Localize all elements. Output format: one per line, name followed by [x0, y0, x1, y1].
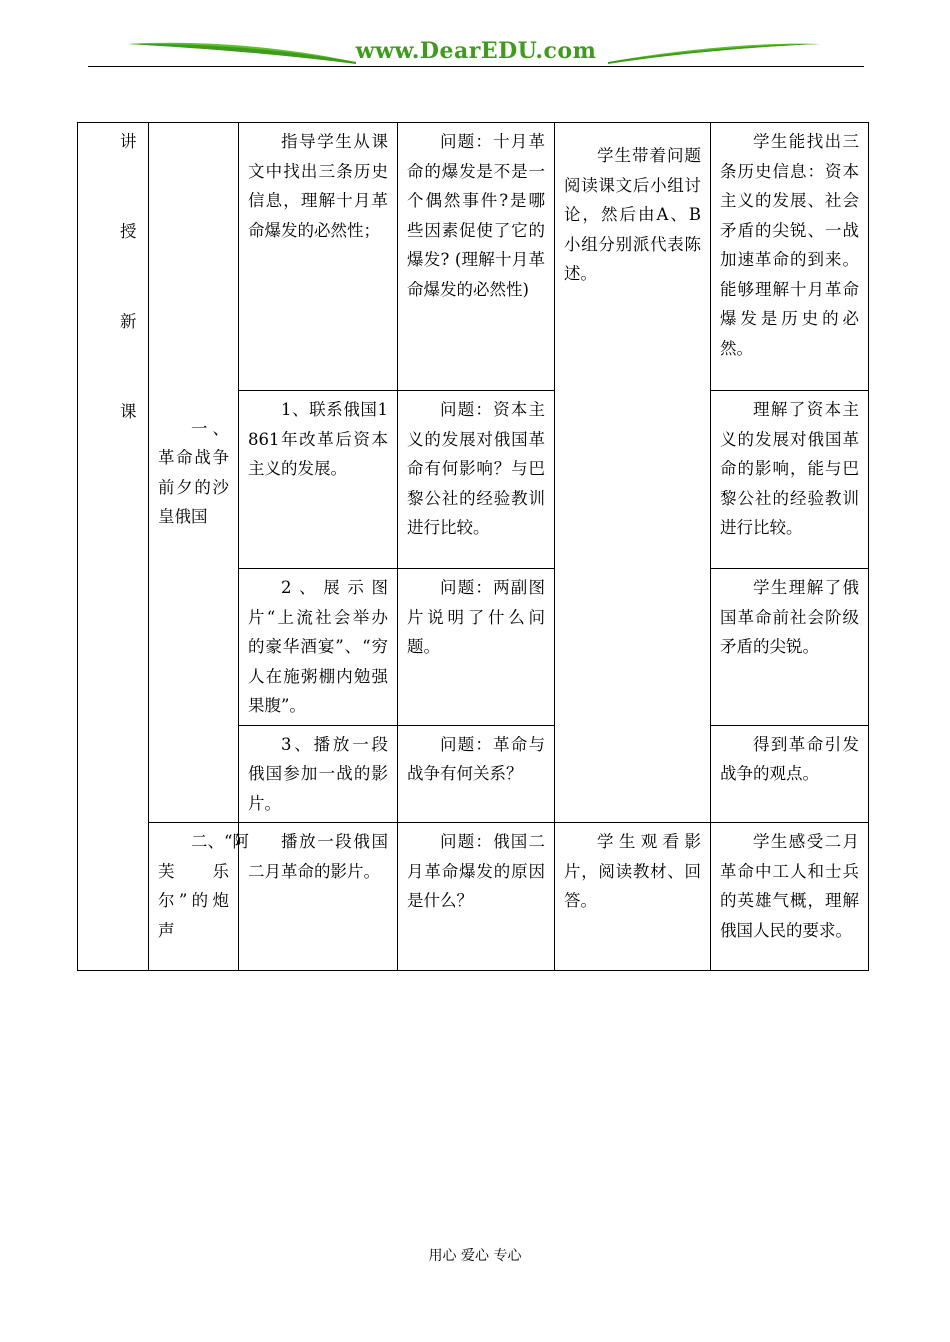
outcome-cell: 得到革命引发战争的观点。 — [711, 725, 869, 823]
site-url: www.DearEDU.com — [355, 38, 597, 64]
question-cell: 问题：资本主义的发展对俄国革命有何影响？与巴黎公社的经验教训进行比较。 — [398, 391, 555, 569]
stage-char: 课 — [120, 402, 137, 421]
stage-char: 讲 — [120, 132, 137, 151]
section-title-cell: 一、革命战争前夕的沙皇俄国 — [149, 123, 239, 823]
page-footer: 用心 爱心 专心 — [428, 1248, 522, 1264]
site-header-banner — [88, 36, 864, 70]
lesson-plan-table — [77, 122, 869, 971]
outcome-cell: 学生能找出三条历史信息：资本主义的发展、社会矛盾的尖锐、一战加速革命的到来。能够理解十月革命爆发是历史的必然。 — [711, 123, 869, 391]
question-cell: 问题：俄国二月革命爆发的原因是什么？ — [398, 823, 555, 971]
table-row — [78, 823, 869, 971]
section-title-cell: 二、“阿芙乐尔”的炮声 — [149, 823, 239, 971]
outcome-cell: 学生感受二月革命中工人和士兵的英雄气概，理解俄国人民的要求。 — [711, 823, 869, 971]
stage-char: 新 — [120, 312, 137, 331]
outcome-cell: 理解了资本主义的发展对俄国革命的影响，能与巴黎公社的经验教训进行比较。 — [711, 391, 869, 569]
teacher-activity-cell: 2、展示图片“上流社会举办的豪华酒宴”、“穷人在施粥棚内勉强果腹”。 — [239, 569, 398, 726]
stage-char: 授 — [120, 222, 137, 241]
question-cell: 问题：革命与战争有何关系？ — [398, 725, 555, 823]
teacher-activity-cell: 播放一段俄国二月革命的影片。 — [239, 823, 398, 971]
table-row — [78, 123, 869, 391]
stage-cell — [78, 123, 149, 971]
question-cell: 问题：十月革命的爆发是不是一个偶然事件?是哪些因素促使了它的爆发? (理解十月革命爆发的必然性) — [398, 123, 555, 391]
question-cell: 问题：两副图片说明了什么问题。 — [398, 569, 555, 726]
teacher-activity-cell: 3、播放一段俄国参加一战的影片。 — [239, 725, 398, 823]
outcome-cell: 学生理解了俄国革命前社会阶级矛盾的尖锐。 — [711, 569, 869, 726]
student-activity-cell: 学生观看影片，阅读教材、回答。 — [555, 823, 711, 971]
student-activity-cell: 学生带着问题阅读课文后小组讨论，然后由A、B小组分别派代表陈述。 — [555, 123, 711, 823]
teacher-activity-cell: 指导学生从课文中找出三条历史信息，理解十月革命爆发的必然性； — [239, 123, 398, 391]
teacher-activity-cell: 1、联系俄国1861年改革后资本主义的发展。 — [239, 391, 398, 569]
header-divider — [88, 66, 864, 67]
